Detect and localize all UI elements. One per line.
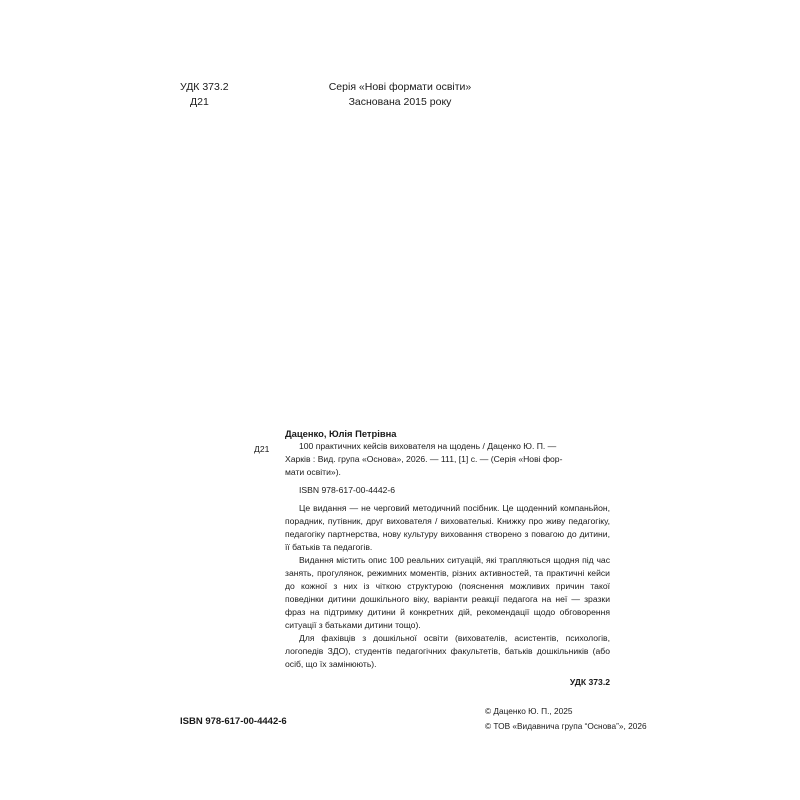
- series-info: [300, 80, 500, 110]
- catalog-card: [254, 427, 610, 689]
- description-paragraph: Для фахівців з дошкільної освіти (вихователів, асистентів, психологів, логопедів ЗДО), студентів педагогічних факультетів, батьків дошкільників (або осіб, що їх замінюють).: [285, 633, 610, 669]
- series-founded: Заснована 2015 року: [348, 96, 452, 108]
- udk-header: [180, 80, 229, 110]
- catalog-title-line: мати освіти»).: [285, 467, 341, 477]
- udk-code: УДК 373.2: [180, 81, 229, 93]
- series-title: Серія «Нові формати освіти»: [328, 81, 472, 93]
- footer-isbn: ISBN 978-617-00-4442-6: [180, 716, 287, 727]
- description-paragraph: Це видання — не черговий методичний посібник. Це щоденний компаньйон, порадник, путівник, друг вихователя / вихователькі. Книжку про живу педагогіку, педагогіку партнерства, нову культуру виховання створено з повагою до дитини, її батьків та педагогів.: [285, 503, 610, 552]
- copyright-publisher: © ТОВ «Видавнича група “Основа”», 2026: [485, 721, 647, 731]
- catalog-title-line: Харків : Вид. група «Основа», 2026. — 111, [1] с. — (Серія «Нові фор-: [285, 454, 563, 464]
- copyright-block: [485, 704, 647, 734]
- catalog-author: Даценко, Юлія Петрівна: [285, 428, 397, 439]
- catalog-title-line: 100 практичних кейсів вихователя на щодень / Даценко Ю. П. —: [299, 441, 557, 451]
- catalog-entry: [285, 427, 610, 689]
- description-paragraph: Видання містить опис 100 реальних ситуацій, які трапляються щодня під час занять, прогулянок, режимних моментів, різних активностей, та практичні кейси до кожної з них із чіткою структурою (пояснення можливих причин такої поведінки дитини дошкільного віку, варіанти реакції педагога на неї — зразки фраз на підтримку дитини й конкретних дій, рекомендації щодо обговорення ситуації з батьками дитини тощо).: [285, 555, 610, 630]
- copyright-author: © Даценко Ю. П., 2025: [485, 706, 573, 716]
- catalog-udk: УДК 373.2: [569, 677, 610, 687]
- catalog-description: [285, 502, 610, 671]
- author-mark-code: Д21: [190, 96, 209, 108]
- catalog-code: Д21: [254, 444, 270, 454]
- catalog-isbn: ISBN 978-617-00-4442-6: [299, 485, 396, 495]
